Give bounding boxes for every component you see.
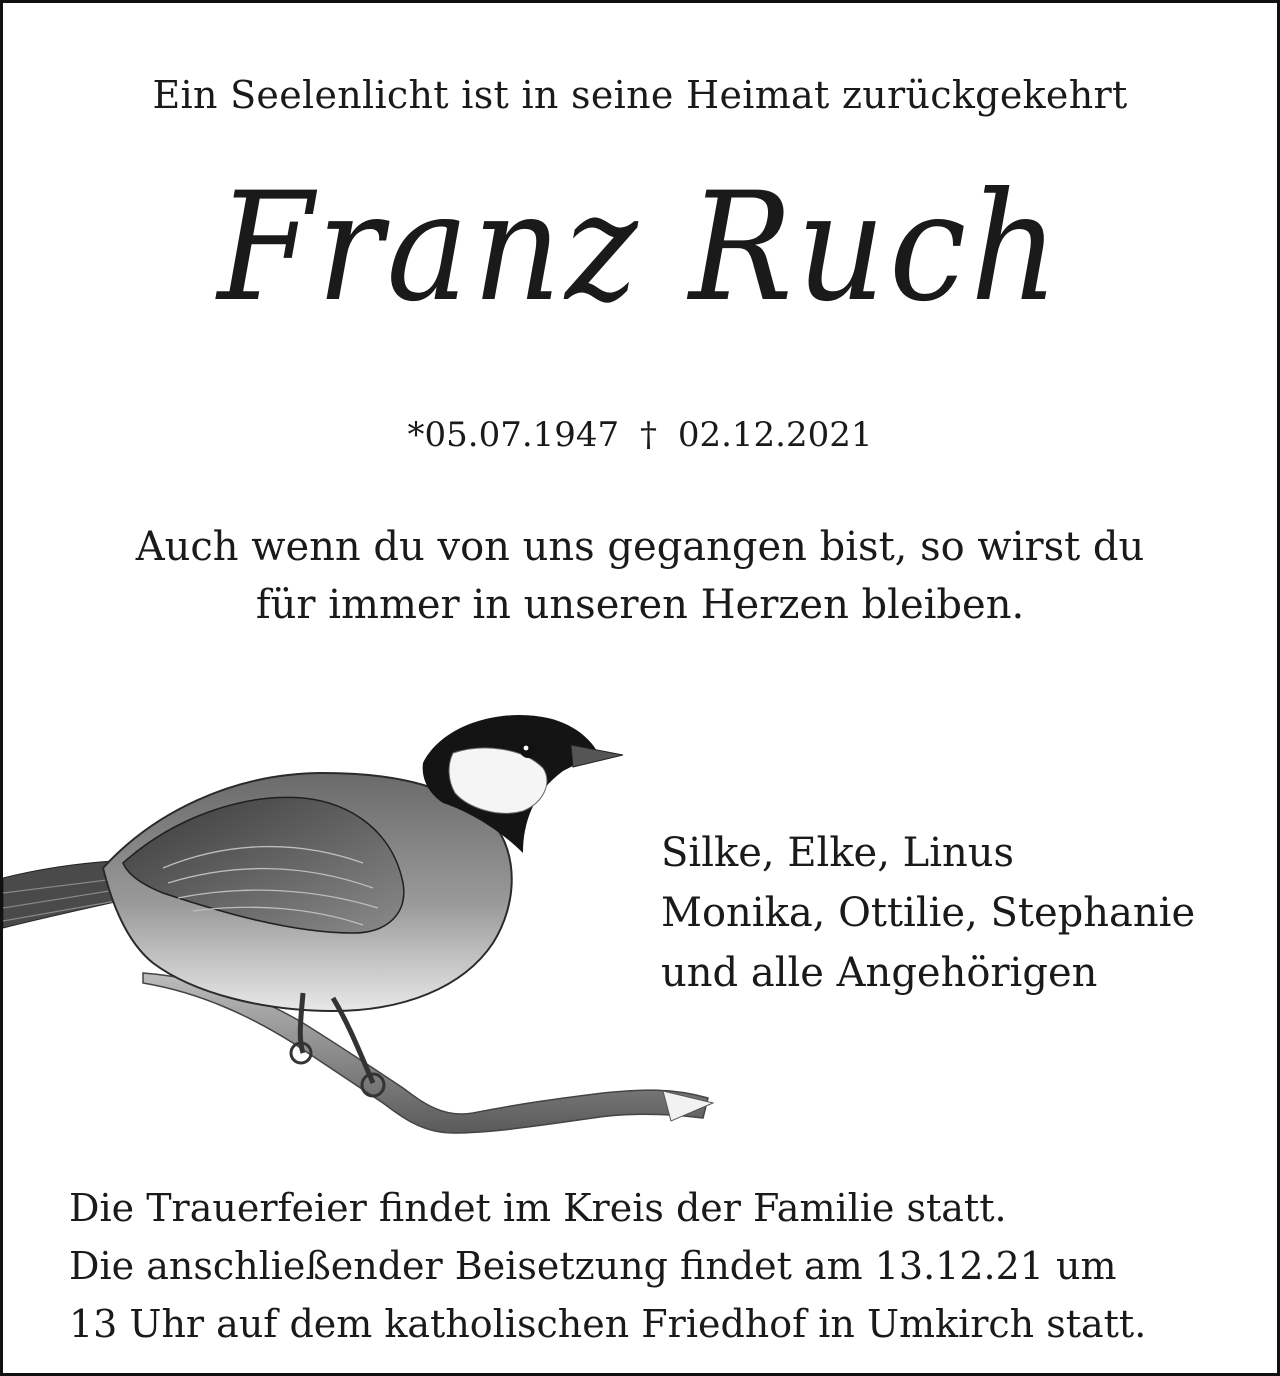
death-date: 02.12.2021	[677, 415, 873, 455]
birth-date: *05.07.1947	[407, 415, 620, 455]
family-line: und alle Angehörigen	[661, 950, 1098, 996]
bird-on-branch-icon	[3, 693, 723, 1153]
ceremony-line: 13 Uhr auf dem katholischen Friedhof in Umkirch statt.	[69, 1302, 1147, 1346]
family-line: Silke, Elke, Linus	[661, 830, 1015, 876]
memorial-quote	[3, 518, 1277, 634]
ceremony-line: Die anschließender Beisetzung findet am 13.12.21 um	[69, 1244, 1117, 1288]
quote-line: für immer in unseren Herzen bleiben.	[255, 582, 1025, 628]
ceremony-line: Die Trauerfeier findet im Kreis der Familie statt.	[69, 1186, 1007, 1230]
intro-line: Ein Seelenlicht ist in seine Heimat zurückgekehrt	[152, 73, 1128, 117]
life-dates	[3, 415, 1277, 455]
cross-icon: †	[640, 415, 657, 455]
family-signature	[661, 823, 1195, 1003]
quote-line: Auch wenn du von uns gegangen bist, so wirst du	[135, 524, 1145, 570]
ceremony-notice	[69, 1179, 1249, 1353]
deceased-name: Franz Ruch	[217, 161, 1063, 335]
family-line: Monika, Ottilie, Stephanie	[661, 890, 1196, 936]
